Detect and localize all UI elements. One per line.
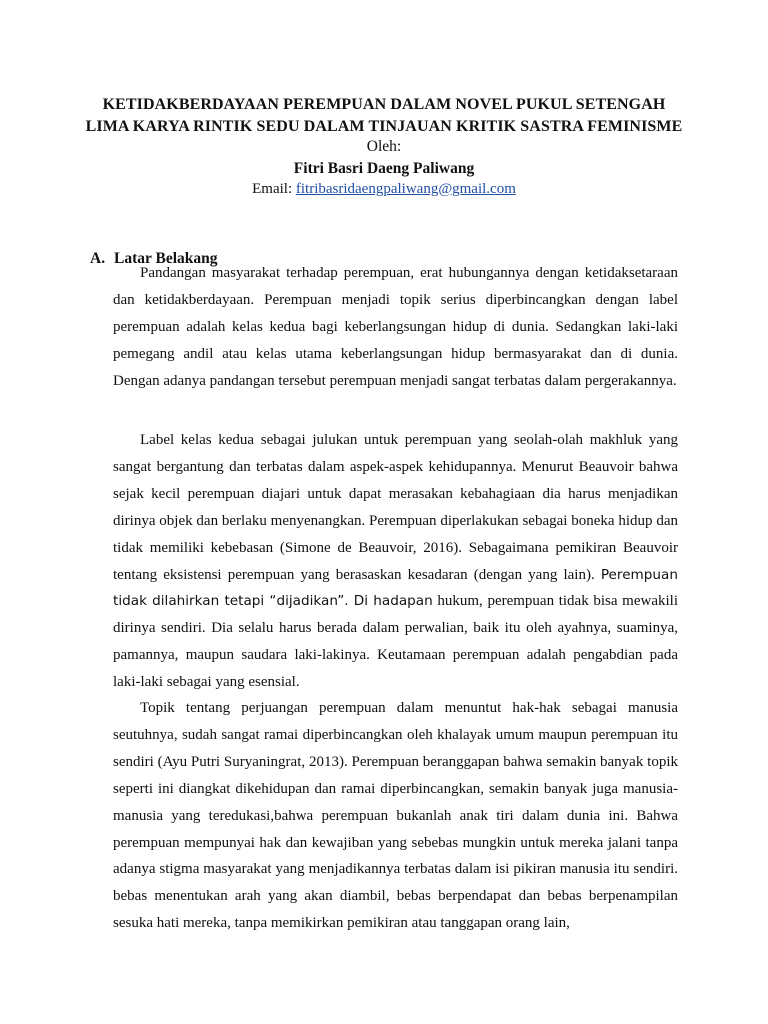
document-title-line-1: KETIDAKBERDAYAAN PEREMPUAN DALAM NOVEL PUKUL SETENGAH	[102, 96, 666, 113]
paragraph-1: Pandangan masyarakat terhadap perempuan, erat hubungannya dengan ketidaksetaraan dan ketidakberdayaan. Perempuan menjadi topik serius diperbincangkan dengan label perempuan adalah kelas kedua bagi keberlangsungan hidup di dunia. Sedangkan laki-laki pemegang andil atau kelas utama keberlangsungan hidup bermasyarakat dan di dunia. Dengan adanya pandangan tersebut perempuan menjadi sangat terbatas dalam pergerakannya.	[113, 265, 678, 389]
email-link[interactable]: fitribasridaengpaliwang@gmail.com	[295, 181, 516, 197]
email-label: Email:	[252, 181, 296, 197]
email-line	[0, 179, 768, 199]
paragraph-2-quote: Perempuan tidak dilahirkan tetapi “dijadikan”. Di hadapan	[113, 566, 678, 610]
paragraph-2-text-before: Label kelas kedua sebagai julukan untuk perempuan yang seolah-olah makhluk yang sangat bergantung dan terbatas dalam aspek-aspek kehidupannya. Menurut Beauvoir bahwa sejak kecil perempuan diajari untuk dapat merasakan kebahagiaan dia harus menjadikan dirinya objek dan berlaku menyenangkan. Perempuan diperlakukan sebagai boneka hidup dan tidak memiliki kebebasan (Simone de Beauvoir, 2016). Sebagaimana pemikiran Beauvoir tentang eksistensi perempuan yang berasaskan kesadaran (dengan yang lain).	[113, 432, 678, 583]
paragraph-2	[113, 427, 678, 696]
document-title-line-2: LIMA KARYA RINTIK SEDU DALAM TINJAUAN KRITIK SASTRA FEMINISME	[85, 118, 683, 135]
by-label: Oleh:	[366, 138, 402, 155]
section-title: Latar Belakang	[114, 250, 218, 267]
author-name: Fitri Basri Daeng Paliwang	[293, 160, 475, 177]
paragraph-2-text-after: hukum, perempuan tidak bisa mewakili dirinya sendiri. Dia selalu harus berada dalam perwalian, baik itu oleh ayahnya, suaminya, pamannya, maupun saudara laki-lakinya. Keutamaan perempuan adalah pengabdian pada laki-laki sebagai yang esensial.	[113, 593, 678, 691]
paragraph-3: Topik tentang perjuangan perempuan dalam menuntut hak-hak sebagai manusia seutuhnya, sudah sangat ramai diperbincangkan oleh khalayak umum maupun perempuan itu sendiri (Ayu Putri Suryaningrat, 2013). Perempuan beranggapan bahwa semakin banyak topik seperti ini diangkat dikehidupan dan ramai diperbincangkan, semakin banyak juga manusia-manusia yang teredukasi,bahwa perempuan bukanlah anak tiri dalam dunia ini. Bahwa perempuan mempunyai hak dan kewajiban yang sebebas mungkin untuk mereka jalani tanpa adanya stigma masyarakat yang menjadikannya terbatas dalam isi pikiran manusia itu sendiri. bebas menentukan arah yang akan diambil, bebas berpendapat dan bebas berpenampilan sesuka hati mereka, tanpa memikirkan pemikiran atau tanggapan orang lain,	[113, 700, 678, 932]
section-number: A.	[90, 250, 106, 267]
